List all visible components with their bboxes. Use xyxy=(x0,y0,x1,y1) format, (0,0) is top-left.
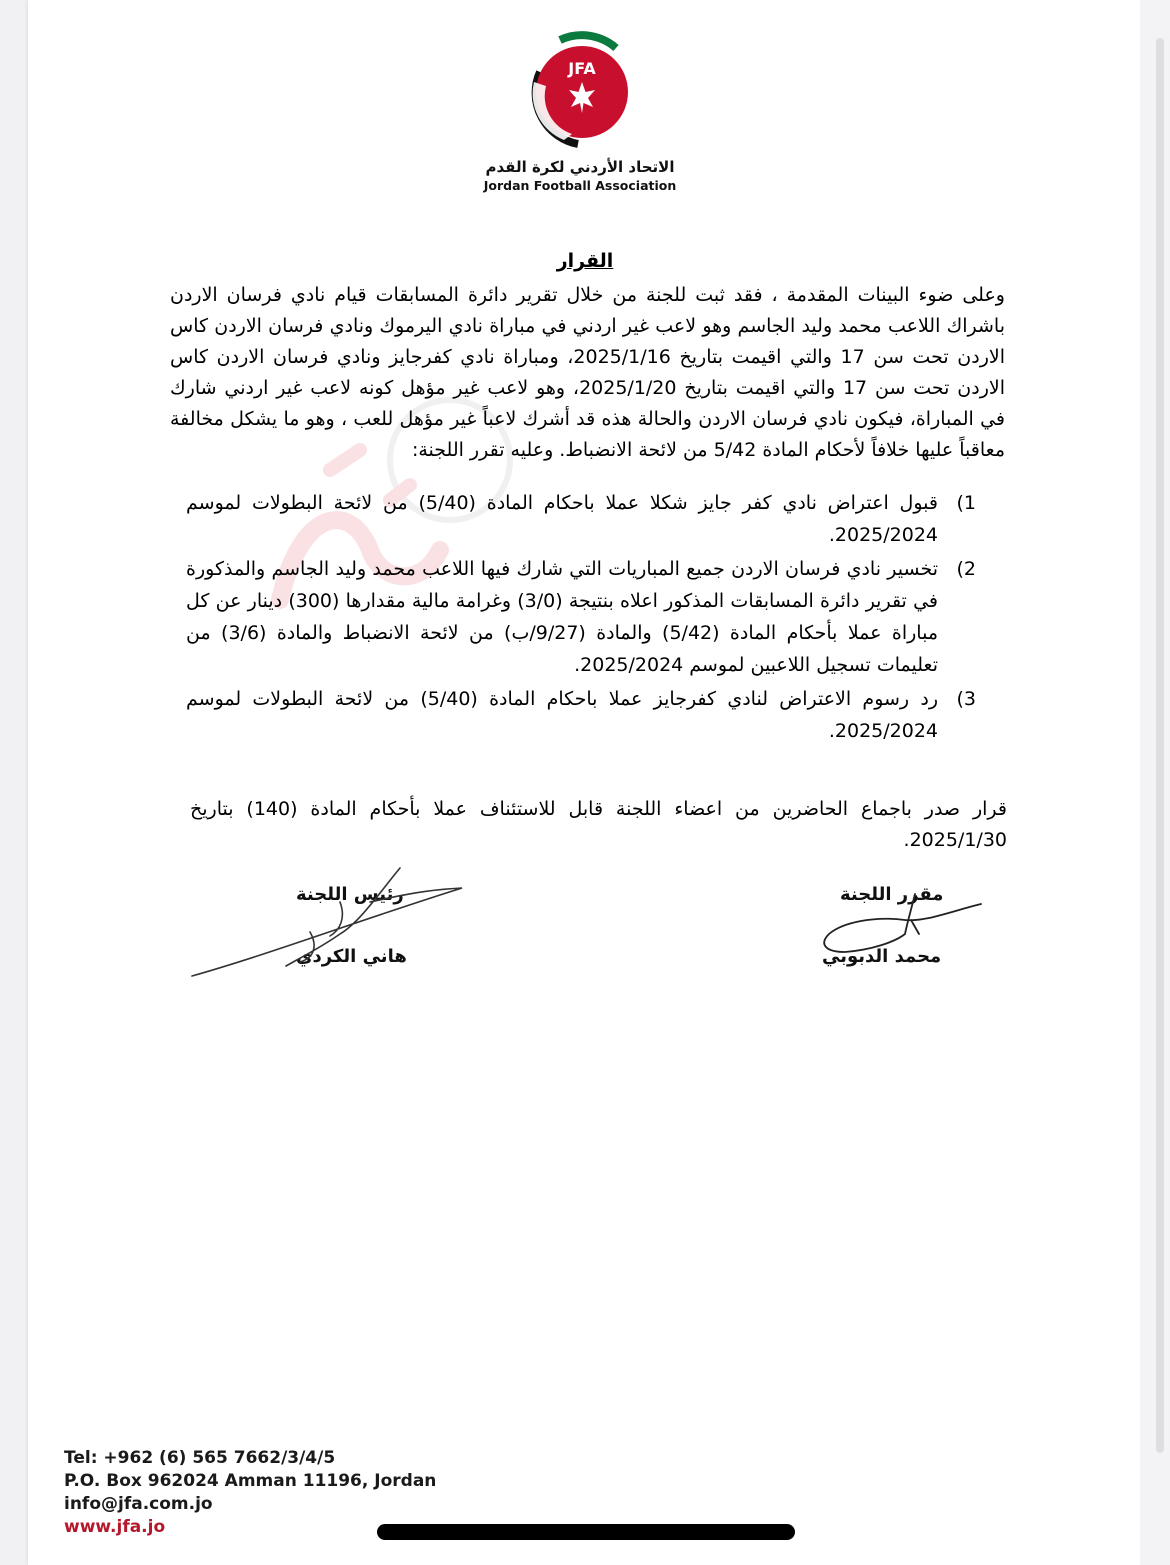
list-item xyxy=(186,553,976,681)
list-item xyxy=(186,683,976,747)
decision-items xyxy=(186,487,976,749)
jfa-logo-icon xyxy=(520,28,640,154)
item-number: 3) xyxy=(956,688,976,710)
logo-name-arabic: الاتحاد الأردني لكرة القدم xyxy=(485,158,675,176)
scrollbar-track[interactable] xyxy=(1140,0,1170,1565)
footer-phone: Tel: +962 (6) 565 7662/3/4/5 xyxy=(64,1448,336,1468)
item-text: رد رسوم الاعتراض لنادي كفرجايز عملا باحكام المادة (5/40) من لائحة البطولات لموسم 2025/2024. xyxy=(186,688,938,742)
footer-website[interactable]: www.jfa.jo xyxy=(64,1517,166,1537)
rapporteur-name: محمد الدبوبي xyxy=(822,946,942,967)
scrollbar-thumb[interactable] xyxy=(1156,38,1164,1453)
closing-statement: قرار صدر باجماع الحاضرين من اعضاء اللجنة قابل للاستئناف عملا بأحكام المادة (140) بتاريخ 2025/1/30. xyxy=(190,798,1007,851)
chairman-title: رئيس اللجنة xyxy=(296,884,404,905)
logo-badge-text: JFA xyxy=(568,59,596,78)
logo-name-english: Jordan Football Association xyxy=(483,178,677,193)
rapporteur-title: مقرر اللجنة xyxy=(840,884,944,905)
document-page xyxy=(28,0,1140,1565)
viewer-background xyxy=(0,0,28,1565)
item-text: قبول اعتراض نادي كفر جايز شكلا عملا باحكام المادة (5/40) من لائحة البطولات لموسم 2025/2024. xyxy=(186,492,938,546)
decision-body: وعلى ضوء البينات المقدمة ، فقد ثبت للجنة من خلال تقرير دائرة المسابقات قيام نادي فرسان الاردن باشراك اللاعب محمد وليد الجاسم وهو لاعب غير اردني في مباراة نادي اليرموك ونادي فرسان الاردن كاس الاردن تحت سن 17 والتي اقيمت بتاريخ 2025/1/16، ومباراة نادي كفرجايز ونادي فرسان الاردن كاس الاردن تحت سن 17 والتي اقيمت بتاريخ 2025/1/20، وهو لاعب غير مؤهل كونه لاعب غير اردني شارك في المباراة، فيكون نادي فرسان الاردن والحالة هذه قد أشرك لاعباً غير مؤهل للعب ، وهو ما يشكل مخالفة معاقباً عليها خلافاً لأحكام المادة 5/42 من لائحة الانضباط. وعليه تقرر اللجنة: xyxy=(170,284,1005,461)
list-item xyxy=(186,487,976,551)
footer-email[interactable]: info@jfa.com.jo xyxy=(64,1494,213,1514)
decision-title: القرار xyxy=(556,250,614,272)
item-number: 1) xyxy=(956,492,976,514)
chairman-name: هاني الكردي xyxy=(296,946,407,967)
item-text: تخسير نادي فرسان الاردن جميع المباريات التي شارك فيها اللاعب محمد وليد الجاسم والمذكورة في تقرير دائرة المسابقات المذكور اعلاه بنتيجة (3/0) وغرامة مالية مقدارها (300) دينار عن كل مباراة عملا بأحكام المادة (5/42) والمادة (9/27/ب) من لائحة الانضباط والمادة (3/6) من تعليمات تسجيل اللاعبين لموسم 2025/2024. xyxy=(186,558,938,676)
footer-pobox: P.O. Box 962024 Amman 11196, Jordan xyxy=(64,1471,437,1491)
home-indicator[interactable] xyxy=(377,1524,795,1540)
item-number: 2) xyxy=(956,558,976,580)
